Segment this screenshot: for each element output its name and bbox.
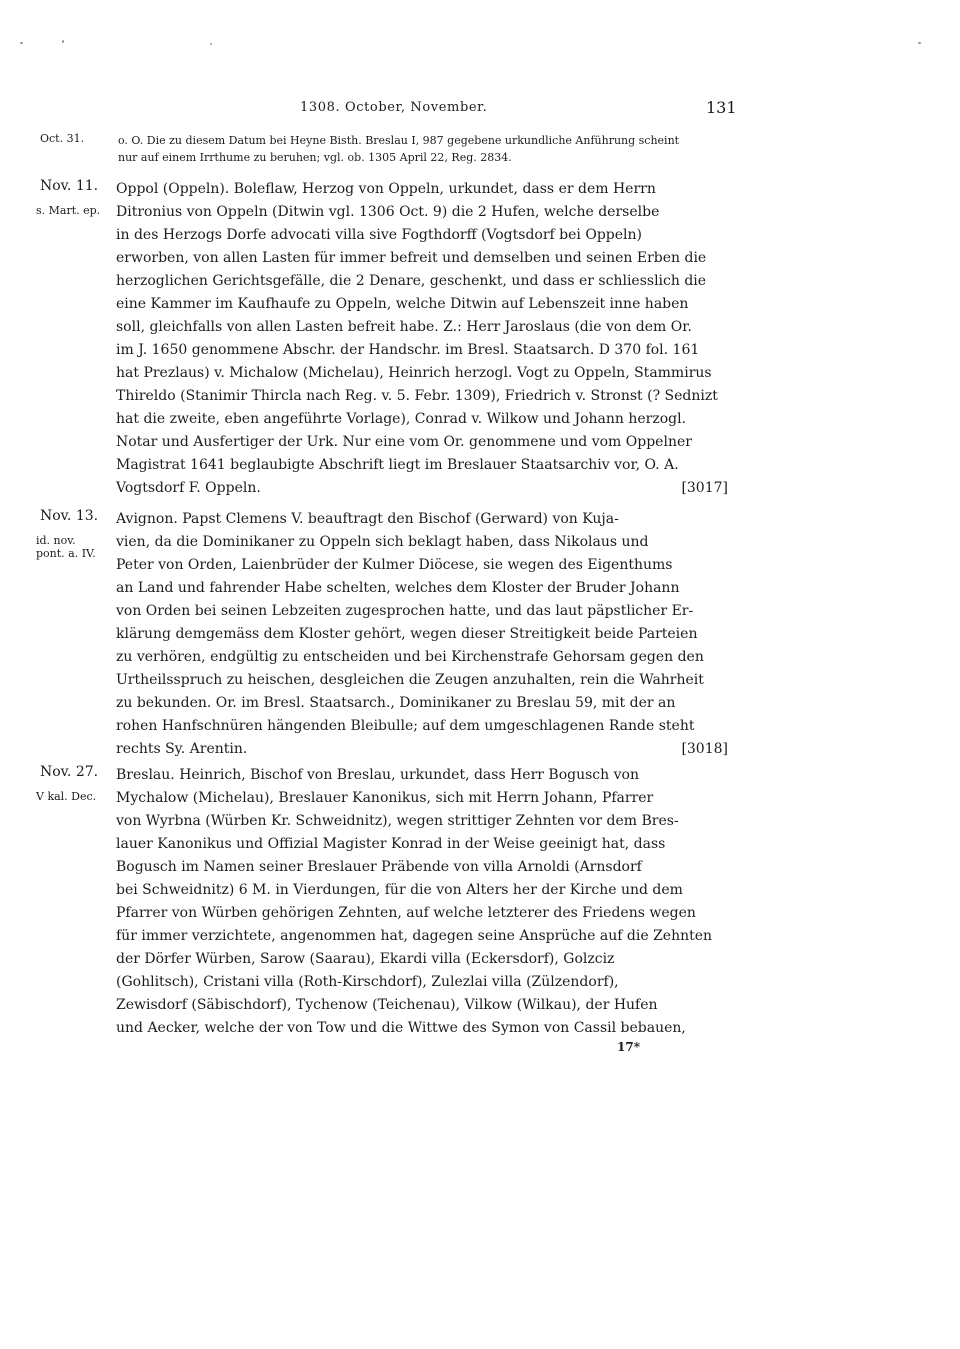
text-line: in des Herzogs Dorfe advocati villa sive Fogthdorff (Vogtsdorf bei Oppeln) bbox=[116, 227, 642, 243]
text-line: rohen Hanfschnüren hängenden Bleibulle; auf dem umgeschlagenen Rande steht bbox=[116, 718, 695, 734]
text-line: soll, gleichfalls von allen Lasten befreit habe. Z.: Herr Jaroslaus (die von dem Or. bbox=[116, 319, 692, 335]
scan-speck bbox=[62, 40, 64, 43]
text-line: für immer verzichtete, angenommen hat, dagegen seine Ansprüche auf die Zehnten bbox=[116, 928, 713, 944]
text-line: vien, da die Dominikaner zu Oppeln sich beklagt haben, dass Nikolaus und bbox=[116, 534, 649, 550]
regest-number: [3017] bbox=[681, 480, 728, 496]
text-line: Urtheilsspruch zu heischen, desgleichen die Zeugen anzuhalten, rein die Wahrheit bbox=[116, 672, 704, 688]
entry-date: Oct. 31. bbox=[40, 132, 85, 145]
entry-date: Nov. 13. bbox=[40, 508, 99, 524]
text-line: Breslau. Heinrich, Bischof von Breslau, urkundet, dass Herr Bogusch von bbox=[116, 767, 639, 783]
entry-dating: s. Mart. ep. bbox=[36, 204, 101, 217]
page-number: 131 bbox=[706, 98, 737, 117]
text-line: nur auf einem Irrthume zu beruhen; vgl. ob. 1305 April 22, Reg. 2834. bbox=[118, 151, 512, 164]
text-line: zu verhören, endgültig zu entscheiden und bei Kirchenstrafe Gehorsam gegen den bbox=[116, 649, 704, 665]
text-line: Notar und Ausfertiger der Urk. Nur eine vom Or. genommene und vom Oppelner bbox=[116, 434, 692, 450]
text-line: Bogusch im Namen seiner Breslauer Präbende von villa Arnoldi (Arnsdorf bbox=[116, 859, 642, 875]
text-line: Pfarrer von Würben gehörigen Zehnten, auf welche letzterer des Friedens wegen bbox=[116, 905, 696, 921]
text-line: (Gohlitsch), Cristani villa (Roth-Kirschdorf), Zulezlai villa (Zülzendorf), bbox=[116, 974, 619, 990]
text-line: von Wyrbna (Würben Kr. Schweidnitz), wegen strittiger Zehnten vor dem Bres- bbox=[116, 813, 679, 829]
text-line: Thireldo (Stanimir Thircla nach Reg. v. 5. Febr. 1309), Friedrich v. Stronst (? Sednizt bbox=[116, 388, 718, 404]
text-line: Zewisdorf (Säbischdorf), Tychenow (Teichenau), Vilkow (Wilkau), der Hufen bbox=[116, 997, 658, 1013]
text-line: rechts Sy. Arentin. bbox=[116, 741, 248, 757]
text-line: Peter von Orden, Laienbrüder der Kulmer Diöcese, sie wegen des Eigenthums bbox=[116, 557, 673, 573]
text-line: im J. 1650 genommene Abschr. der Handschr. im Bresl. Staatsarch. D 370 fol. 161 bbox=[116, 342, 700, 358]
entry-text bbox=[116, 178, 728, 500]
running-title: 1308. October, November. bbox=[300, 100, 488, 115]
entry-dating: id. nov. pont. a. IV. bbox=[36, 534, 96, 560]
text-line: herzoglichen Gerichtsgefälle, die 2 Denare, geschenkt, und dass er schliesslich die bbox=[116, 273, 707, 289]
text-line: von Orden bei seinen Lebzeiten zugesprochen hatte, und das laut päpstlicher Er- bbox=[116, 603, 694, 619]
text-line: an Land und fahrender Habe schelten, welches dem Kloster der Bruder Johann bbox=[116, 580, 680, 596]
signature-mark: 17* bbox=[617, 1040, 640, 1054]
text-line: erworben, von allen Lasten für immer befreit und demselben und seinen Erben die bbox=[116, 250, 707, 266]
text-line: hat die zweite, eben angeführte Vorlage), Conrad v. Wilkow und Johann herzogl. bbox=[116, 411, 687, 427]
entry-text bbox=[118, 132, 730, 166]
text-line: Ditronius von Oppeln (Ditwin vgl. 1306 Oct. 9) die 2 Hufen, welche derselbe bbox=[116, 204, 660, 220]
text-line: bei Schweidnitz) 6 M. in Vierdungen, für die von Alters her der Kirche und dem bbox=[116, 882, 683, 898]
text-line: Avignon. Papst Clemens V. beauftragt den Bischof (Gerward) von Kuja- bbox=[116, 511, 619, 527]
regest-number: [3018] bbox=[681, 741, 728, 757]
text-line: eine Kammer im Kaufhaufe zu Oppeln, welche Ditwin auf Lebenszeit inne haben bbox=[116, 296, 689, 312]
entry-date: Nov. 27. bbox=[40, 764, 99, 780]
text-line-last bbox=[116, 738, 728, 761]
text-line: Oppol (Oppeln). Boleflaw, Herzog von Oppeln, urkundet, dass er dem Herrn bbox=[116, 181, 656, 197]
scan-speck bbox=[20, 42, 23, 44]
scan-speck bbox=[210, 43, 212, 45]
text-line: und Aecker, welche der von Tow und die Wittwe des Symon von Cassil bebauen, bbox=[116, 1020, 686, 1036]
text-line: Mychalow (Michelau), Breslauer Kanonikus, sich mit Herrn Johann, Pfarrer bbox=[116, 790, 654, 806]
text-line: Vogtsdorf F. Oppeln. bbox=[116, 480, 261, 496]
text-line: lauer Kanonikus und Offizial Magister Konrad in der Weise geeinigt hat, dass bbox=[116, 836, 666, 852]
entry-dating: V kal. Dec. bbox=[36, 790, 97, 803]
entry-text bbox=[116, 508, 728, 761]
text-line: o. O. Die zu diesem Datum bei Heyne Bisth. Breslau I, 987 gegebene urkundliche Anführung scheint bbox=[118, 134, 680, 147]
entry-text bbox=[116, 764, 728, 1040]
text-line: hat Prezlaus) v. Michalow (Michelau), Heinrich herzogl. Vogt zu Oppeln, Stammirus bbox=[116, 365, 712, 381]
entry-date: Nov. 11. bbox=[40, 178, 99, 194]
text-line: zu bekunden. Or. im Bresl. Staatsarch., Dominikaner zu Breslau 59, mit der an bbox=[116, 695, 676, 711]
text-line: klärung demgemäss dem Kloster gehört, wegen dieser Streitigkeit beide Parteien bbox=[116, 626, 698, 642]
text-line-last bbox=[116, 477, 728, 500]
text-line: der Dörfer Würben, Sarow (Saarau), Ekardi villa (Eckersdorf), Golzciz bbox=[116, 951, 615, 967]
scan-speck bbox=[918, 42, 921, 44]
text-line: Magistrat 1641 beglaubigte Abschrift liegt im Breslauer Staatsarchiv vor, O. A. bbox=[116, 457, 679, 473]
